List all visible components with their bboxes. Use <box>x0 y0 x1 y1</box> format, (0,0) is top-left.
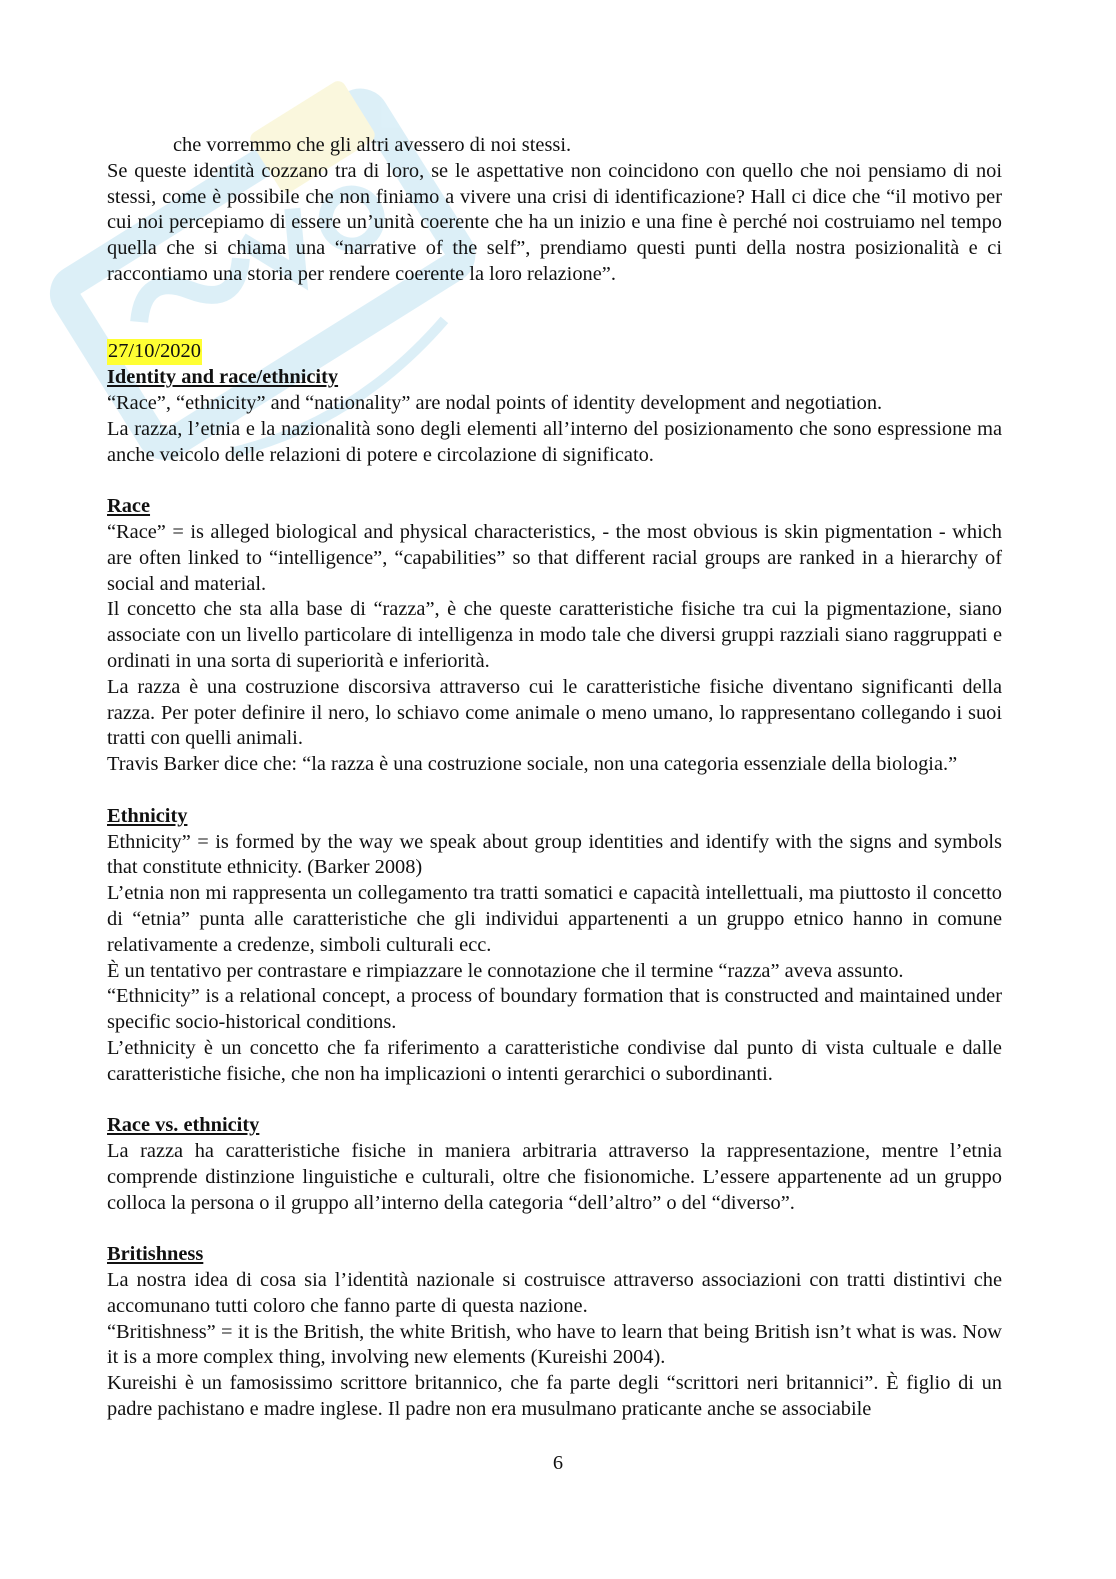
paragraph-ethnicity-5: L’ethnicity è un concetto che fa riferimento a caratteristiche condivise dal punto di vista cultuale e dalle caratteristiche fisiche, che non ha implicazioni o intenti gerarchici o subordinanti. <box>107 1036 1002 1085</box>
paragraph-ethnicity-1: Ethnicity” = is formed by the way we speak about group identities and identify with the signs and symbols that constitute ethnicity. (Barker 2008) <box>107 830 1002 879</box>
heading-britishness: Britishness <box>107 1243 204 1266</box>
heading-race: Race <box>107 495 151 518</box>
paragraph-britishness-2: “Britishness” = it is the British, the white British, who have to learn that being British isn’t what is was. Now it is a more complex thing, involving new elements (Kureishi 2004). <box>107 1320 1002 1369</box>
heading-ethnicity: Ethnicity <box>107 804 188 827</box>
highlighted-date: 27/10/2020 <box>107 339 202 365</box>
paragraph-race-vs-ethnicity: La razza ha caratteristiche fisiche in maniera arbitraria attraverso la rappresentazione, mentre l’etnia comprende distinzione linguistiche e culturali, oltre che fisionomiche. L’essere appartenente ad un gruppo colloca la persona o il gruppo all’interno della categoria “dell’altro” o del “diverso”. <box>107 1140 1002 1214</box>
paragraph-intro: Se queste identità cozzano tra di loro, se le aspettative non coincidono con quello che noi pensiamo di noi stessi, come è possibile che non finiamo a vivere una crisi di identificazione? Hall ci dice che “il motivo per cui noi percepiamo di essere un’unità coerente che ha un inizio e una fine è perché noi costruiamo nel tempo quella che si chiama una “narrative of the self”, prendiamo questi punti della nostra posizionalità e ci raccontiamo una storia per rendere coerente la loro relazione”. <box>107 159 1002 285</box>
paragraph-ethnicity-4: “Ethnicity” is a relational concept, a process of boundary formation that is constructed and maintained under specific socio-historical conditions. <box>107 985 1002 1034</box>
paragraph-identity-2: La razza, l’etnia e la nazionalità sono degli elementi all’interno del posizionamento che sono espressione ma anche veicolo delle relazioni di potere e circolazione di significato. <box>107 417 1002 466</box>
page-number: 6 <box>552 1452 564 1474</box>
paragraph-intro-indent: che vorremmo che gli altri avessero di noi stessi. <box>173 134 572 156</box>
paragraph-ethnicity-3: È un tentativo per contrastare e rimpiazzare le connotazione che il termine “razza” aveva assunto. <box>107 959 904 982</box>
spacer <box>107 468 1002 494</box>
spacer <box>107 778 1002 804</box>
heading-race-vs-ethnicity: Race vs. ethnicity <box>107 1114 260 1137</box>
paragraph-identity-1: “Race”, “ethnicity” and “nationality” are nodal points of identity development and negotiation. <box>107 391 883 414</box>
paragraph-race-1: “Race” = is alleged biological and physical characteristics, - the most obvious is skin pigmentation - which are often linked to “intelligence”, “capabilities” so that different racial groups are ranked in a hierarchy of social and material. <box>107 520 1002 595</box>
spacer <box>107 1216 1002 1242</box>
spacer <box>107 1087 1002 1113</box>
paragraph-ethnicity-2: L’etnia non mi rappresenta un collegamento tra tratti somatici e capacità intellettuali, ma piuttosto il concetto di “etnia” punta alle caratteristiche che gli individui appartenenti a un gruppo etnico hanno in comune relativamente a credenze, simboli culturali ecc. <box>107 882 1002 956</box>
paragraph-britishness-3: Kureishi è un famosissimo scrittore britannico, che fa parte degli “scrittori neri britannici”. È figlio di un padre pachistano e madre inglese. Il padre non era musulmano praticante anche se associabile <box>107 1372 1002 1421</box>
document-page <box>107 133 1002 1423</box>
paragraph-race-2: Il concetto che sta alla base di “razza”, è che queste caratteristiche fisiche tra cui la pigmentazione, siano associate con un livello particolare di intelligenza in modo tale che diversi gruppi razziali siano raggruppati e ordinati in una sorta di superiorità e inferiorità. <box>107 598 1002 672</box>
heading-identity: Identity and race/ethnicity <box>107 366 339 389</box>
date-line <box>107 339 1002 365</box>
paragraph-race-3: La razza è una costruzione discorsiva attraverso cui le caratteristiche fisiche diventano significanti della razza. Per poter definire il nero, lo schiavo come animale o meno umano, lo rappresentano collegando i suoi tratti con quelli animali. <box>107 675 1002 750</box>
spacer <box>107 288 1002 340</box>
paragraph-race-4: Travis Barker dice che: “la razza è una costruzione sociale, non una categoria essenziale della biologia.” <box>107 753 958 776</box>
paragraph-britishness-1: La nostra idea di cosa sia l’identità nazionale si costruisce attraverso associazioni con tratti distintivi che accomunano tutti coloro che fanno parte di questa nazione. <box>107 1269 1002 1317</box>
